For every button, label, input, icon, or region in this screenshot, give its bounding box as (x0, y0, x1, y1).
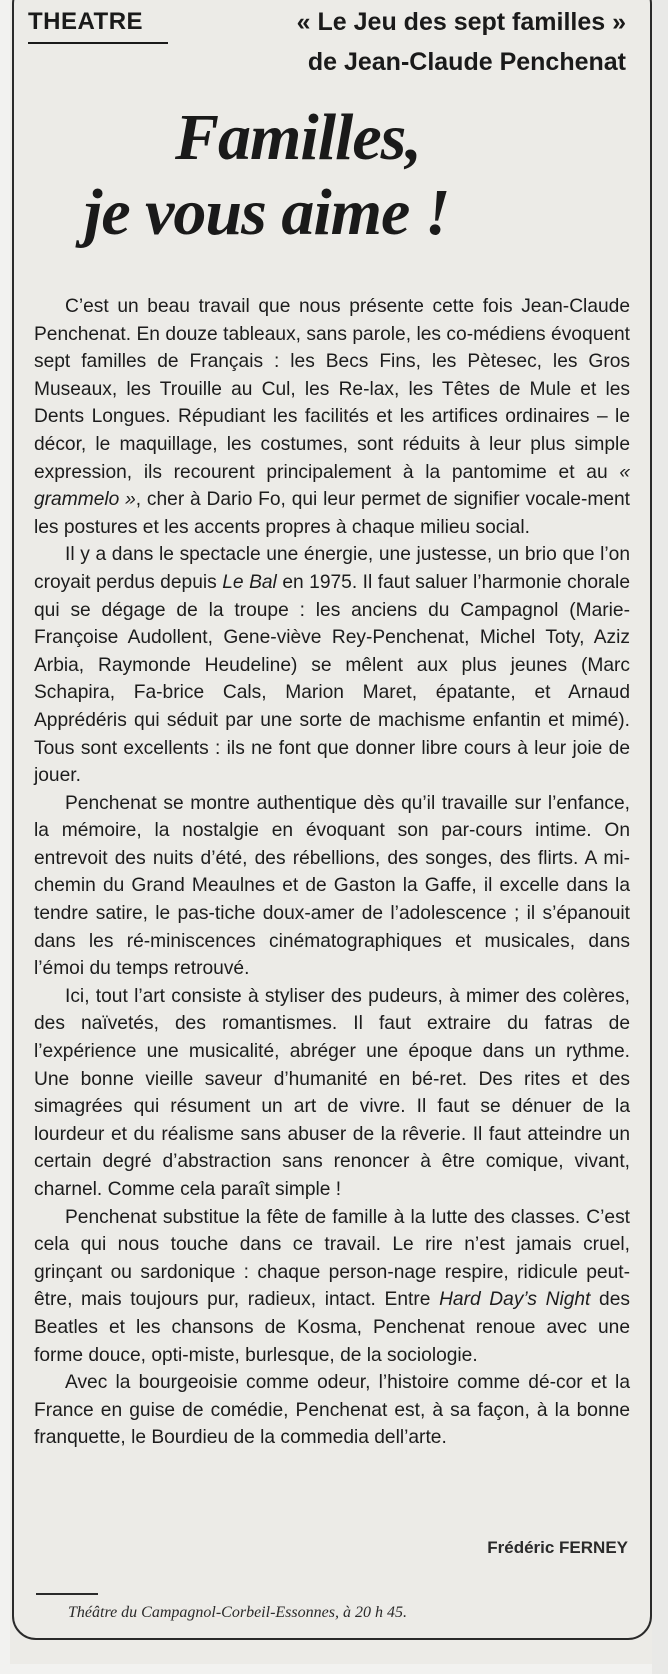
paragraph-1: C’est un beau travail que nous présente cette fois Jean-Claude Penchenat. En douze tableaux, sans parole, les co-médiens évoquent sept familles de Français : les Becs Fins, les Pètesec, les Gros Museaux, les Trouille au Cul, les Re-lax, les Têtes de Mule et les Dents Longues. Répudiant les facilités et les artifices ordinaires – le décor, le maquillage, les costumes, sont réduits à leur plus simple expression, ils recourent principalement à la pantomime et au « grammelo », cher à Dario Fo, qui leur permet de signifier vocale-ment les postures et les accents propres à chaque milieu social. (34, 296, 630, 538)
paragraph-2: Il y a dans le spectacle une énergie, une justesse, un brio que l’on croyait perdus depuis Le Bal en 1975. Il faut saluer l’harmonie chorale qui se dégage de la troupe : les anciens du Campagnol (Marie-Françoise Audollent, Gene-viève Rey-Penchenat, Michel Toty, Aziz Arbia, Raymonde Heudeline) se mêlent aux plus jeunes (Marc Schapira, Fa-brice Cals, Marion Maret, épatante, et Arnaud Apprédéris qui séduit par une sorte de machisme enfantin et mimé). Tous sont excellents : ils ne font que donner libre cours à leur joie de jouer. (34, 544, 630, 787)
article-body (34, 293, 630, 1452)
headline-line-1: Familles, (175, 101, 421, 174)
play-author: de Jean-Claude Penchenat (307, 48, 626, 76)
paragraph-5: Penchenat substitue la fête de famille à la lutte des classes. C’est cela qui nous touche dans ce travail. Le rire n’est jamais cruel, grinçant ou sardonique : chaque person-nage respire, ridicule peut-être, mais toujours pur, radieux, intact. Entre Hard Day’s Night des Beatles et les chansons de Kosma, Penchenat renoue avec une forme douce, opti-miste, burlesque, de la sociologie. (34, 1206, 630, 1366)
headline-line-2: je vous aime ! (84, 176, 450, 249)
paragraph-6: Avec la bourgeoisie comme odeur, l’histoire comme dé-cor et la France en guise de comédie, Penchenat est, à sa façon, à la bonne franquette, le Bourdieu de la commedia dell’arte. (34, 1372, 630, 1449)
italic-title: Le Bal (222, 571, 277, 593)
section-rubric: THEATRE (28, 8, 144, 35)
italic-title: Hard Day’s Night (439, 1289, 591, 1311)
author-signature: Frédéric FERNEY (487, 1538, 628, 1557)
footer-rule (36, 1593, 98, 1595)
italic-term: « grammelo » (34, 461, 630, 511)
adjacent-page-edge (652, 0, 668, 1674)
venue-note: Théâtre du Campagnol-Corbeil-Essonnes, à 20 h 45. (68, 1604, 407, 1621)
paragraph-3: Penchenat se montre authentique dès qu’il travaille sur l’enfance, la mémoire, la nostalgie en évoquant son par-cours intime. On entrevoit des nuits d’été, des rébellions, des songes, des flirts. A mi-chemin du Grand Meaulnes et de Gaston la Gaffe, il excelle dans la tendre satire, le pas-tiche doux-amer de l’adolescence ; il s’épanouit dans les ré-miniscences cinématographiques et musicales, dans l’émoi du temps retrouvé. (34, 792, 630, 980)
paragraph-4: Ici, tout l’art consiste à styliser des pudeurs, à mimer des colères, des naïvetés, des romantismes. Il faut extraire du fatras de l’expérience une musicalité, abréger une époque dans un rythme. Une bonne vieille saveur d’humanité en bé-ret. Des rites et des simagrées qui résument un art de vivre. Il faut se dénuer de la lourdeur et du réalisme sans abuser de la rêverie. Il faut atteindre un certain degré d’abstraction sans renoncer à être comique, vivant, charnel. Comme cela paraît simple ! (34, 985, 630, 1200)
play-title: « Le Jeu des sept familles » (296, 8, 626, 36)
rubric-underline (28, 42, 168, 44)
